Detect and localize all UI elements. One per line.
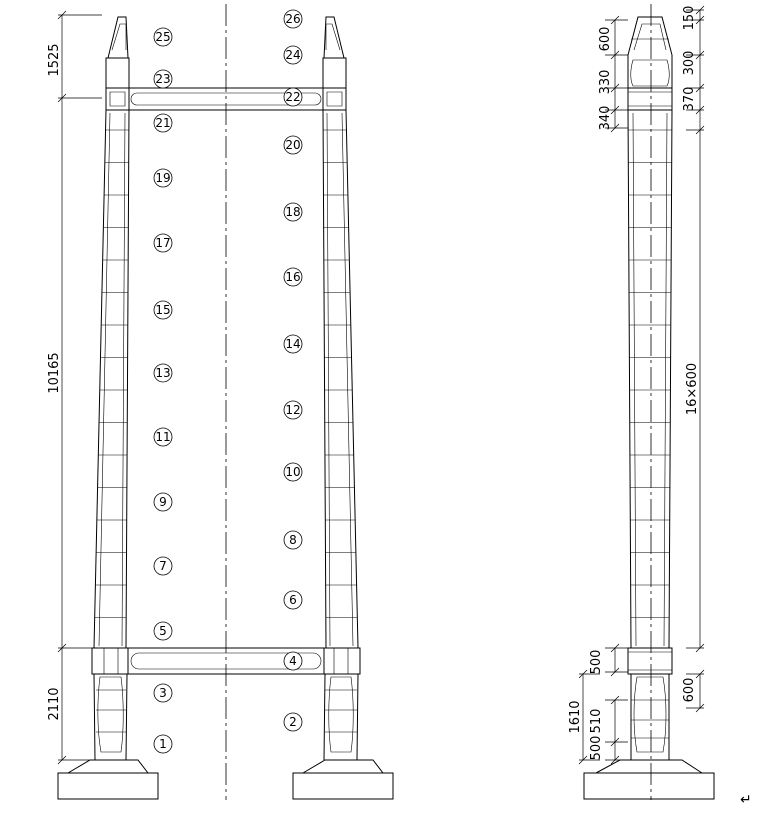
dim-top-label: 1525 <box>47 43 62 77</box>
dim-500-lower-label: 500 <box>589 735 604 761</box>
dim-330-label: 330 <box>598 69 613 95</box>
segment-label-15 <box>154 301 172 319</box>
segment-number: 17 <box>155 236 171 250</box>
front-view <box>47 4 393 800</box>
segment-label-8 <box>284 531 302 549</box>
segment-number: 18 <box>285 205 301 219</box>
segment-label-10 <box>284 463 302 481</box>
dim-1610-label: 1610 <box>568 700 583 734</box>
segment-number: 25 <box>155 30 171 44</box>
segment-label-25 <box>154 28 172 46</box>
segment-label-23 <box>154 70 172 88</box>
segment-label-1 <box>154 735 172 753</box>
segment-label-24 <box>284 46 302 64</box>
segment-label-18 <box>284 203 302 221</box>
segment-number: 23 <box>155 72 171 86</box>
segment-label-21 <box>154 114 172 132</box>
segment-number: 5 <box>159 624 167 638</box>
front-dimension-chain <box>47 11 102 764</box>
segment-number: 15 <box>155 303 171 317</box>
segment-number: 7 <box>159 559 167 573</box>
side-view <box>568 4 714 800</box>
segment-label-19 <box>154 169 172 187</box>
segment-label-17 <box>154 234 172 252</box>
dim-300-label: 300 <box>682 50 697 76</box>
segment-label-5 <box>154 622 172 640</box>
segment-label-11 <box>154 428 172 446</box>
dim-16x600-label: 16×600 <box>685 362 700 416</box>
segment-label-2 <box>284 713 302 731</box>
segment-number: 16 <box>285 270 301 284</box>
dim-600-lower-label: 600 <box>682 677 697 703</box>
segment-number-labels <box>154 10 302 753</box>
segment-number: 12 <box>285 403 301 417</box>
segment-label-7 <box>154 557 172 575</box>
segment-number: 8 <box>289 533 297 547</box>
segment-number: 22 <box>285 90 301 104</box>
segment-number: 6 <box>289 593 297 607</box>
return-mark: ↵ <box>740 792 752 808</box>
side-footing <box>584 760 714 799</box>
dim-500-upper-label: 500 <box>589 649 604 675</box>
dim-370-label: 370 <box>682 86 697 112</box>
dim-middle-label: 10165 <box>47 352 62 394</box>
segment-label-14 <box>284 335 302 353</box>
segment-number: 2 <box>289 715 297 729</box>
segment-number: 14 <box>285 337 301 351</box>
segment-number: 24 <box>285 48 301 62</box>
dim-340-label: 340 <box>598 105 613 131</box>
segment-number: 11 <box>155 430 171 444</box>
side-right-dimensions <box>682 6 704 712</box>
side-left-dimensions <box>568 16 628 764</box>
dim-510-label: 510 <box>589 708 604 734</box>
segment-label-13 <box>154 364 172 382</box>
segment-label-16 <box>284 268 302 286</box>
segment-label-22 <box>284 88 302 106</box>
segment-number: 19 <box>155 171 171 185</box>
segment-label-26 <box>284 10 302 28</box>
segment-number: 9 <box>159 495 167 509</box>
left-column <box>92 17 129 760</box>
segment-number: 21 <box>155 116 171 130</box>
segment-number: 10 <box>285 465 301 479</box>
side-cap <box>628 17 672 55</box>
segment-label-12 <box>284 401 302 419</box>
segment-label-6 <box>284 591 302 609</box>
dim-bottom-label: 2110 <box>47 687 62 721</box>
dim-600-upper-label: 600 <box>598 26 613 52</box>
segment-label-4 <box>284 652 302 670</box>
segment-label-20 <box>284 136 302 154</box>
dim-150-label: 150 <box>682 5 697 31</box>
segment-label-3 <box>154 684 172 702</box>
segment-number: 13 <box>155 366 171 380</box>
right-column <box>323 17 360 760</box>
segment-number: 4 <box>289 654 297 668</box>
left-footing <box>58 760 158 799</box>
right-footing <box>293 760 393 799</box>
segment-number: 3 <box>159 686 167 700</box>
segment-number: 26 <box>285 12 301 26</box>
segment-label-9 <box>154 493 172 511</box>
segment-number: 20 <box>285 138 301 152</box>
segment-number: 1 <box>159 737 167 751</box>
